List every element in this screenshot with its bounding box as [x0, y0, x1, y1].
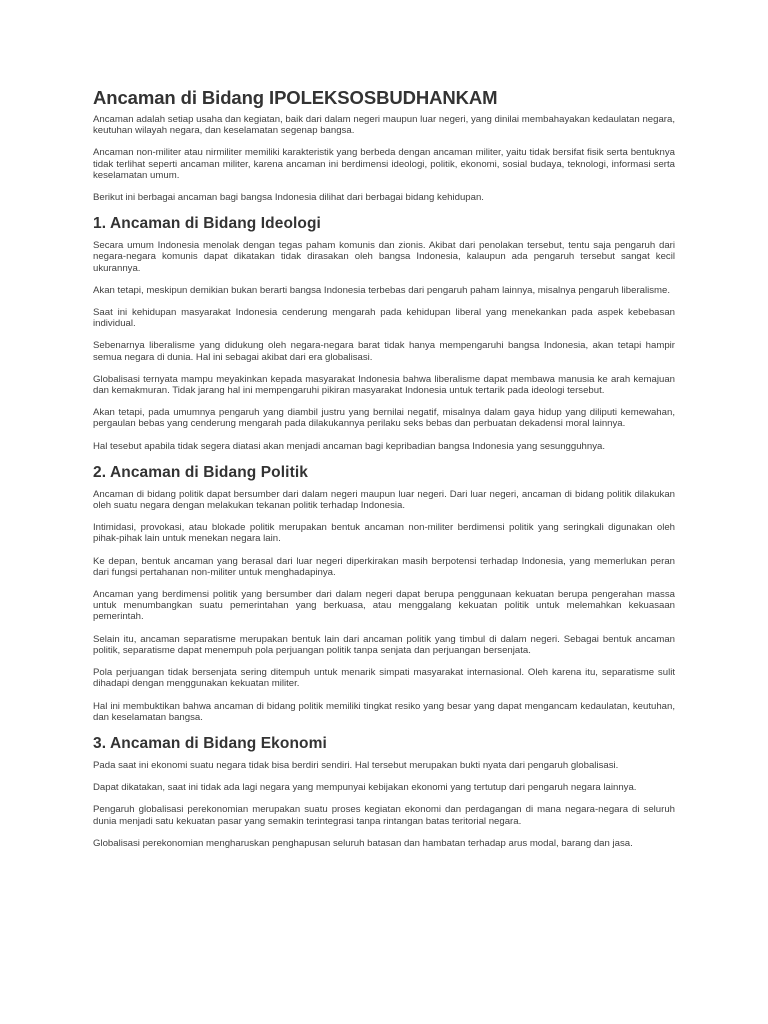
section-politik	[93, 463, 675, 723]
section-paragraph: Akan tetapi, pada umumnya pengaruh yang diambil justru yang bernilai negatif, misalnya dalam gaya hidup yang diliputi kemewahan, pergaulan bebas yang cenderung mengarah pada dilakukannya perilaku seks bebas dan perbuatan dekadensi moral lainnya.	[93, 407, 675, 430]
section-ideologi	[93, 214, 675, 452]
intro-paragraph: Berikut ini berbagai ancaman bagi bangsa Indonesia dilihat dari berbagai bidang kehidupan.	[93, 192, 484, 204]
section-paragraph: Hal ini membuktikan bahwa ancaman di bidang politik memiliki tingkat resiko yang besar yang dapat mengancam kedaulatan, keutuhan, dan keselamatan bangsa.	[93, 700, 675, 723]
section-paragraph: Saat ini kehidupan masyarakat Indonesia cenderung mengarah pada kehidupan liberal yang menekankan pada aspek kebebasan individual.	[93, 307, 675, 330]
section-paragraph: Sebenarnya liberalisme yang didukung oleh negara-negara barat tidak hanya mempengaruhi bangsa Indonesia, akan tetapi hampir semua negara di dunia. Hal ini sebagai akibat dari era globalisasi.	[93, 340, 675, 363]
intro-paragraph: Ancaman adalah setiap usaha dan kegiatan, baik dari dalam negeri maupun luar negeri, yang dinilai membahayakan kedaulatan negara, keutuhan wilayah negara, dan keselamatan segenap bangsa.	[93, 114, 675, 137]
section-paragraph: Dapat dikatakan, saat ini tidak ada lagi negara yang mempunyai kebijakan ekonomi yang tertutup dari pengaruh negara lainnya.	[93, 782, 637, 794]
section-paragraph: Secara umum Indonesia menolak dengan tegas paham komunis dan zionis. Akibat dari penolakan tersebut, tentu saja pengaruh dari negara-negara komunis dapat dikatakan tidak dirasakan oleh bangsa Indonesia, kalaupun ada pengaruh tersebut sangat kecil ukurannya.	[93, 240, 675, 274]
section-paragraph: Globalisasi ternyata mampu meyakinkan kepada masyarakat Indonesia bahwa liberalisme dapat membawa manusia ke arah kemajuan dan kemakmuran. Tidak jarang hal ini mempengaruhi pikiran masyarakat Indonesia untuk tertarik pada ideologi tersebut.	[93, 373, 675, 397]
section-paragraph: Selain itu, ancaman separatisme merupakan bentuk lain dari ancaman politik yang timbul di dalam negeri. Sebagai bentuk ancaman politik, separatisme dapat menempuh pola perjuangan politik tanpa senjata dan perjuangan bersenjata.	[93, 633, 675, 656]
document-page	[93, 86, 675, 860]
section-heading: 1. Ancaman di Bidang Ideologi	[93, 215, 321, 233]
section-paragraph: Ancaman di bidang politik dapat bersumber dari dalam negeri maupun luar negeri. Dari luar negeri, ancaman di bidang politik dilakukan oleh suatu negara dengan melakukan tekanan politik terhadap Indonesia.	[93, 488, 675, 512]
section-heading: 3. Ancaman di Bidang Ekonomi	[93, 734, 327, 752]
intro-paragraph: Ancaman non-militer atau nirmiliter memiliki karakteristik yang berbeda dengan ancaman militer, yaitu tidak bersifat fisik serta bentuknya tidak terlihat seperti ancaman militer, karena ancaman ini berdimensi ideologi, politik, ekonomi, sosial budaya, teknologi, informasi serta keselamatan umum.	[93, 147, 675, 181]
section-heading: 2. Ancaman di Bidang Politik	[93, 463, 308, 481]
section-paragraph: Akan tetapi, meskipun demikian bukan berarti bangsa Indonesia terbebas dari pengaruh paham lainnya, misalnya pengaruh liberalisme.	[93, 284, 671, 296]
page-title: Ancaman di Bidang IPOLEKSOSBUDHANKAM	[93, 87, 498, 108]
section-paragraph: Globalisasi perekonomian mengharuskan penghapusan seluruh batasan dan hambatan terhadap arus modal, barang dan jasa.	[93, 837, 633, 849]
section-paragraph: Pengaruh globalisasi perekonomian merupakan suatu proses kegiatan ekonomi dan perdagangan di mana negara-negara di seluruh dunia menjadi satu kekuatan pasar yang semakin terintegrasi tanpa rintangan batas teritorial negara.	[93, 804, 675, 827]
section-paragraph: Intimidasi, provokasi, atau blokade politik merupakan bentuk ancaman non-militer berdimensi politik yang seringkali digunakan oleh pihak-pihak lain untuk menekan negara lain.	[93, 522, 675, 545]
section-paragraph: Ancaman yang berdimensi politik yang bersumber dari dalam negeri dapat berupa penggunaan kekuatan berupa pengerahan massa untuk menumbangkan suatu pemerintahan yang berkuasa, atau menggalang kekuatan politik untuk melemahkan kekuasaan pemerintah.	[93, 589, 675, 623]
section-paragraph: Pada saat ini ekonomi suatu negara tidak bisa berdiri sendiri. Hal tersebut merupakan bukti nyata dari pengaruh globalisasi.	[93, 759, 619, 771]
section-paragraph: Ke depan, bentuk ancaman yang berasal dari luar negeri diperkirakan masih berpotensi terhadap Indonesia, yang memerlukan peran dari fungsi pertahanan non-militer untuk menghadapinya.	[93, 555, 675, 578]
section-paragraph: Hal tesebut apabila tidak segera diatasi akan menjadi ancaman bagi kepribadian bangsa Indonesia yang sesungguhnya.	[93, 440, 606, 452]
section-ekonomi	[93, 734, 675, 849]
section-paragraph: Pola perjuangan tidak bersenjata sering ditempuh untuk menarik simpati masyarakat internasional. Oleh karena itu, separatisme sulit dihadapi dengan menggunakan kekuatan militer.	[93, 667, 675, 690]
